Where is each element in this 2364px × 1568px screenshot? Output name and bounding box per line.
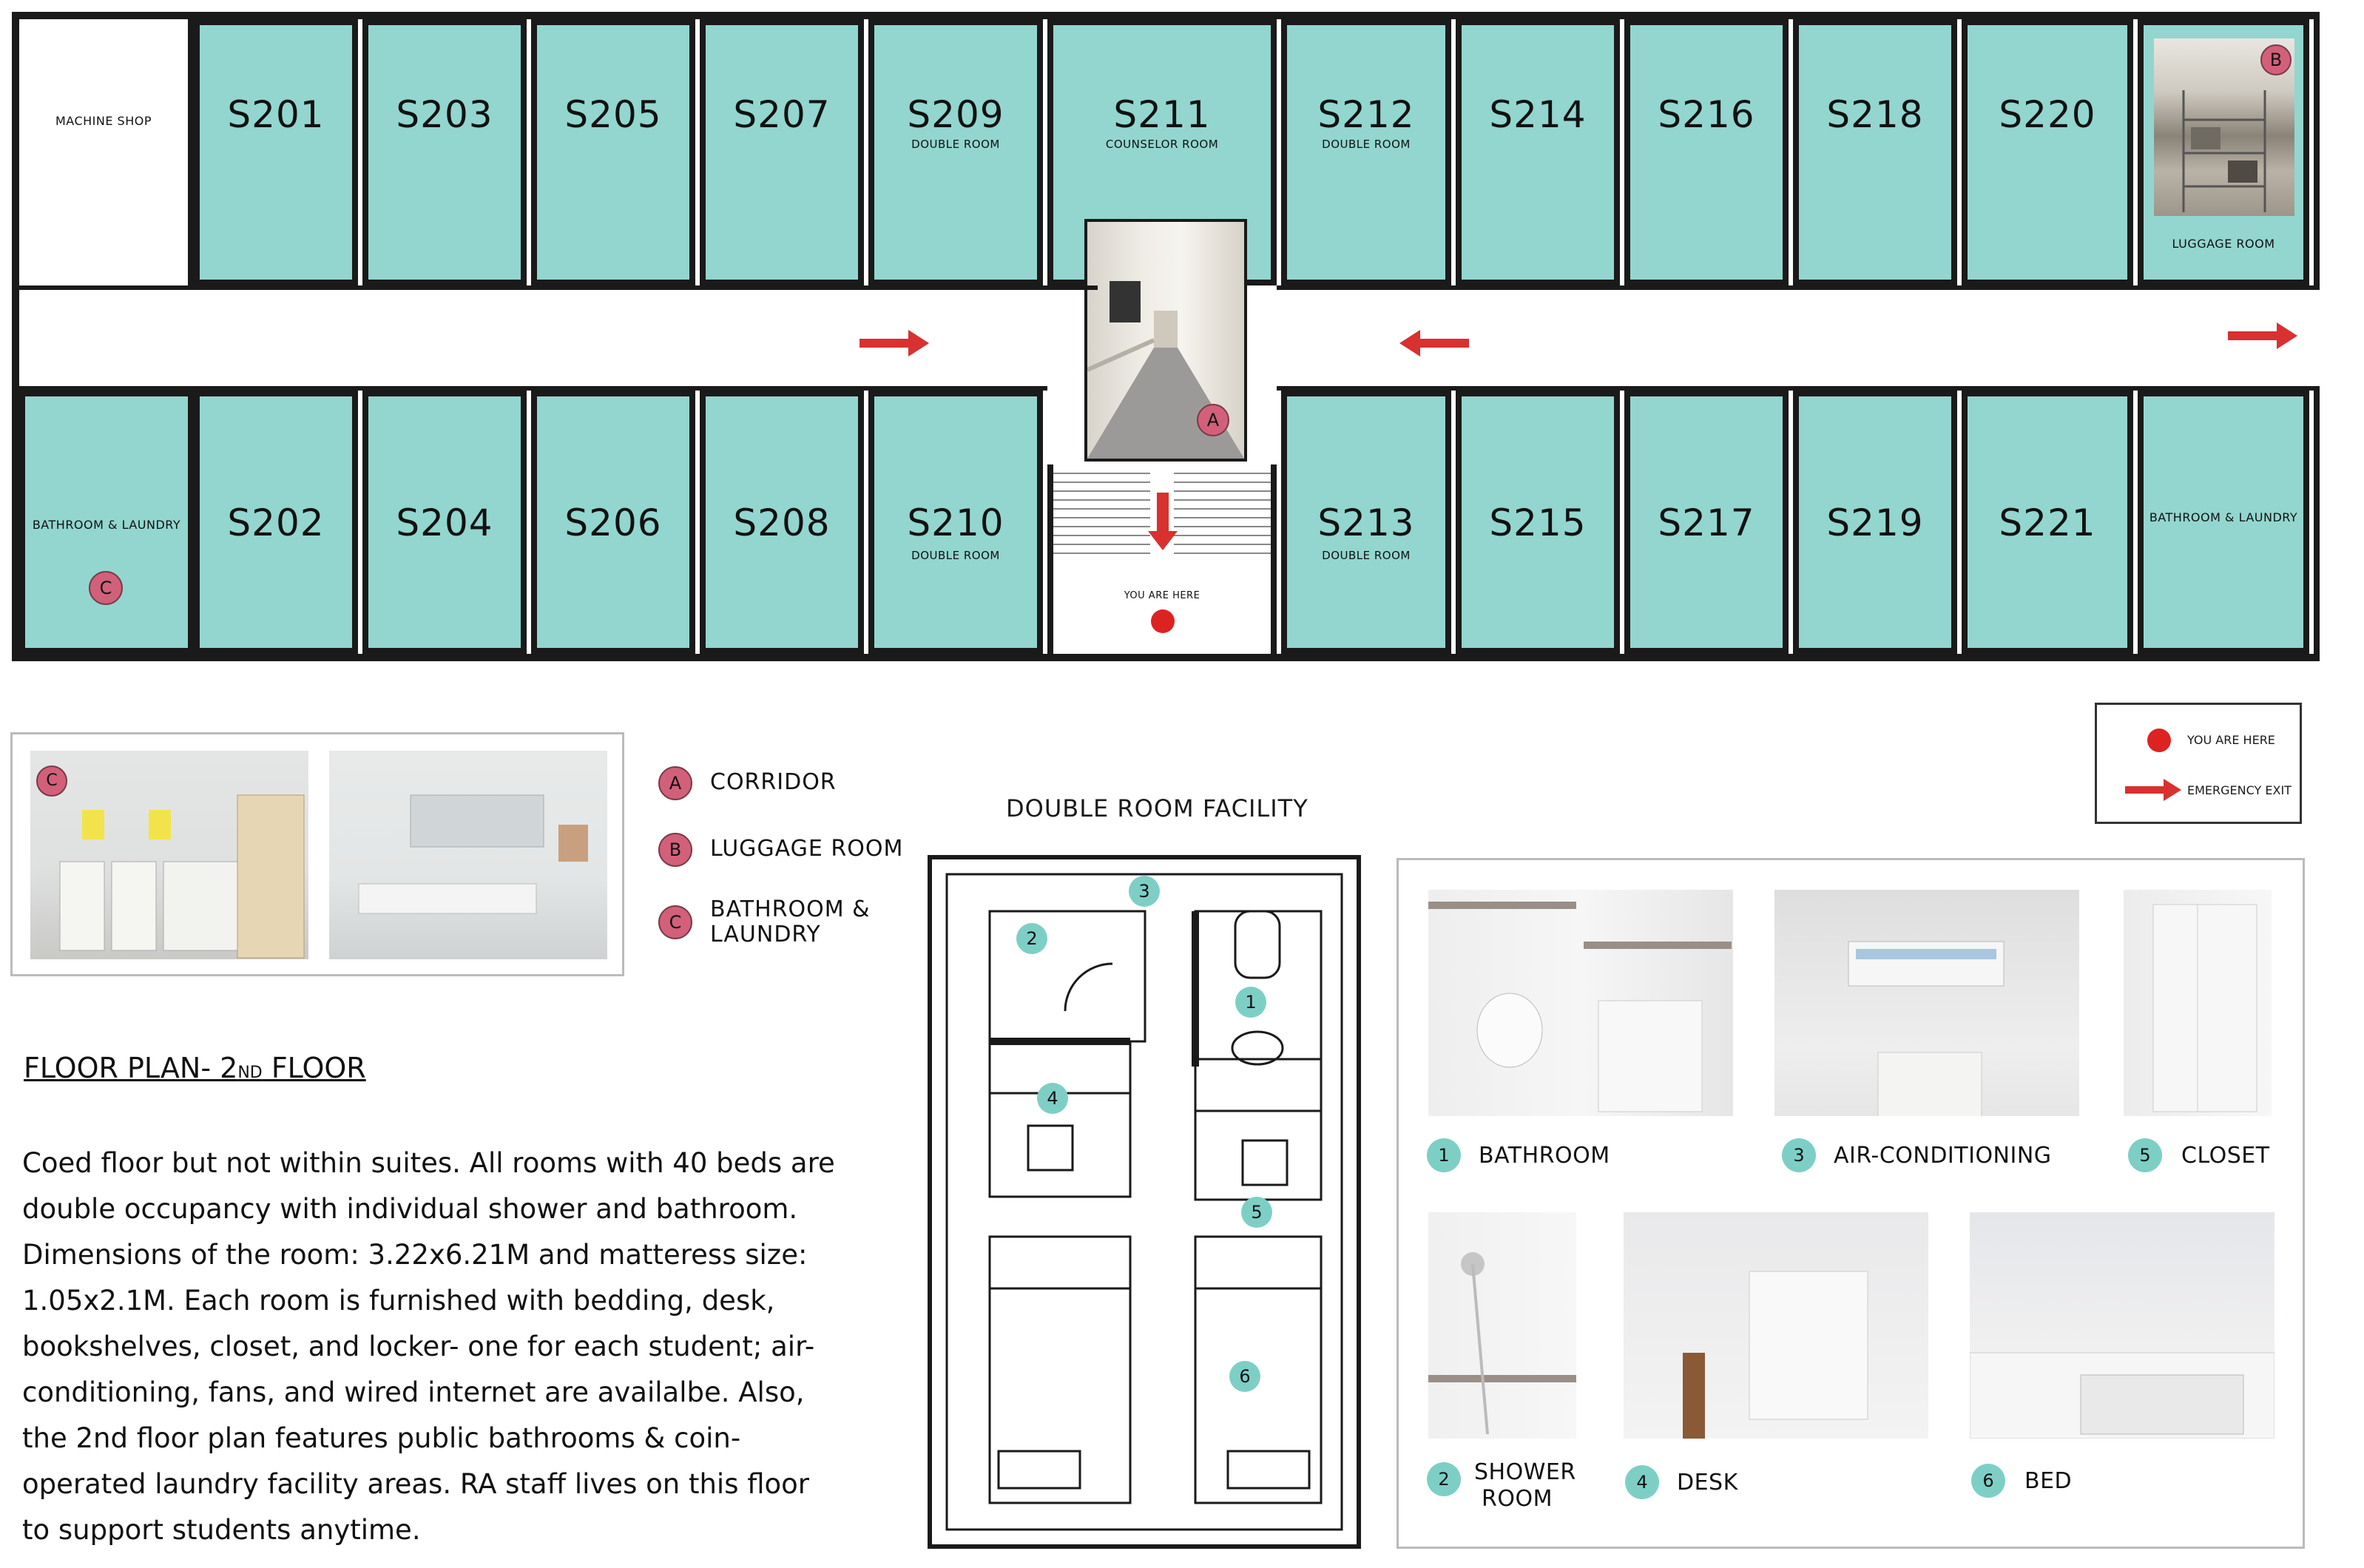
room-s201[interactable] bbox=[194, 19, 358, 285]
facility-marker-5: 5 bbox=[1241, 1197, 1272, 1228]
machine-shop bbox=[19, 19, 194, 285]
floor-plan-title bbox=[24, 1052, 366, 1084]
room-s219[interactable] bbox=[1793, 391, 1957, 654]
closet-graphic bbox=[2124, 890, 2272, 1116]
facility-ac-label: AIR-CONDITIONING bbox=[1834, 1143, 2052, 1169]
double-room-plan bbox=[928, 855, 1361, 1549]
laundry-graphic bbox=[30, 751, 308, 959]
emergency-arrow-left bbox=[1398, 328, 1469, 358]
room-number: S208 bbox=[733, 501, 831, 544]
facility-photos-panel bbox=[1397, 858, 2305, 1549]
room-s204[interactable] bbox=[362, 391, 527, 654]
floor-description: Coed floor but not within suites. All rooms with 40 beds are double occupancy with individual shower and bathroom. Dimensions of the room: 3.22x6.21M and matteress size: 1.05x2.1M. Each room is furnished with bedding, desk, bookshelves, closet, and locker- one for each student; air-conditioning, fans, and wired internet are availalbe. Also, the 2nd floor plan features public bathrooms & coin-operated laundry facility areas. RA staff lives on this floor to support students anytime. bbox=[22, 1147, 835, 1546]
legend-marker-c: C bbox=[658, 905, 692, 939]
room-number: S203 bbox=[396, 93, 493, 136]
facility-legend-6: 6 bbox=[1971, 1464, 2005, 1498]
room-number: S217 bbox=[1658, 501, 1755, 544]
legend-bathroom-laundry-2: LAUNDRY bbox=[710, 922, 821, 947]
outer-wall-right-bottom bbox=[2314, 386, 2320, 661]
luggage-room[interactable] bbox=[2138, 19, 2309, 285]
corridor-wall-upper bbox=[12, 285, 1098, 290]
marker-c-photo: C bbox=[36, 766, 67, 797]
facility-legend-5: 5 bbox=[2128, 1138, 2162, 1172]
room-number: S206 bbox=[564, 501, 662, 544]
corridor-wall-lower bbox=[12, 386, 1047, 391]
bathroom-laundry-left[interactable] bbox=[19, 391, 194, 654]
bath-laundry-left-label: BATHROOM & LAUNDRY bbox=[32, 518, 181, 532]
corridor-photo bbox=[1084, 219, 1247, 462]
room-s218[interactable] bbox=[1793, 19, 1957, 285]
facility-legend-2: 2 bbox=[1427, 1462, 1461, 1496]
room-type: DOUBLE ROOM bbox=[911, 138, 1000, 151]
facility-shower-label-1: SHOWER bbox=[1474, 1459, 1576, 1485]
facility-marker-3: 3 bbox=[1129, 876, 1160, 907]
you-are-here-dot bbox=[1151, 609, 1175, 633]
room-number: S213 bbox=[1317, 501, 1415, 544]
bathroom-photo bbox=[1428, 890, 1733, 1116]
room-s215[interactable] bbox=[1456, 391, 1620, 654]
room-s206[interactable] bbox=[531, 391, 695, 654]
room-s216[interactable] bbox=[1624, 19, 1789, 285]
ac-graphic bbox=[1774, 890, 2079, 1116]
shower-photo bbox=[1428, 1212, 1576, 1439]
room-number: S216 bbox=[1658, 93, 1755, 136]
room-s209[interactable] bbox=[868, 19, 1043, 285]
down-arrow bbox=[1146, 493, 1179, 552]
outer-wall-top bbox=[12, 12, 2320, 19]
room-number: S207 bbox=[733, 93, 831, 136]
bed-graphic bbox=[1970, 1212, 2274, 1439]
room-s221[interactable] bbox=[1962, 391, 2133, 654]
emergency-arrow-right bbox=[860, 328, 931, 358]
legend-corridor: CORRIDOR bbox=[710, 769, 837, 795]
facility-legend-4: 4 bbox=[1625, 1465, 1659, 1499]
legend-marker-b: B bbox=[658, 833, 692, 867]
laundry-photo bbox=[30, 751, 308, 959]
room-s208[interactable] bbox=[700, 391, 864, 654]
title-main: FLOOR PLAN- 2 bbox=[24, 1052, 238, 1084]
emergency-arrow-exit bbox=[2228, 321, 2299, 351]
legend-luggage-room: LUGGAGE ROOM bbox=[710, 836, 904, 862]
facility-marker-1: 1 bbox=[1235, 987, 1266, 1018]
corridor-wall-upper-right bbox=[1277, 285, 2320, 290]
desk-photo bbox=[1624, 1212, 1928, 1439]
room-number: S201 bbox=[227, 93, 325, 136]
machine-shop-label: MACHINE SHOP bbox=[55, 114, 152, 128]
facility-closet-label: CLOSET bbox=[2181, 1143, 2270, 1169]
double-room-title: DOUBLE ROOM FACILITY bbox=[1006, 794, 1308, 822]
facility-marker-6: 6 bbox=[1229, 1361, 1260, 1392]
marker-c: C bbox=[89, 571, 123, 605]
air-conditioning-photo bbox=[1774, 890, 2079, 1116]
room-number: S214 bbox=[1489, 93, 1587, 136]
room-number: S209 bbox=[907, 93, 1004, 136]
room-type: DOUBLE ROOM bbox=[911, 549, 1000, 562]
room-s205[interactable] bbox=[531, 19, 695, 285]
room-s202[interactable] bbox=[194, 391, 358, 654]
room-s210[interactable] bbox=[868, 391, 1043, 654]
room-number: S219 bbox=[1826, 501, 1924, 544]
bed-photo bbox=[1970, 1212, 2274, 1439]
legend-you-are-here: YOU ARE HERE bbox=[2187, 733, 2275, 747]
room-s220[interactable] bbox=[1962, 19, 2133, 285]
facility-legend-3: 3 bbox=[1782, 1138, 1816, 1172]
outer-wall-right-top bbox=[2314, 12, 2320, 290]
luggage-room-label: LUGGAGE ROOM bbox=[2172, 237, 2275, 251]
bathroom-photos-panel bbox=[10, 732, 624, 976]
room-s207[interactable] bbox=[700, 19, 864, 285]
marker-a: A bbox=[1197, 404, 1229, 436]
room-s213[interactable] bbox=[1281, 391, 1451, 654]
room-s217[interactable] bbox=[1624, 391, 1789, 654]
room-number: S204 bbox=[396, 501, 493, 544]
facility-desk-label: DESK bbox=[1677, 1470, 1738, 1496]
room-number: S211 bbox=[1113, 93, 1211, 136]
facility-bathroom-label: BATHROOM bbox=[1479, 1143, 1610, 1169]
shower-graphic bbox=[1428, 1212, 1576, 1439]
legend-marker-a: A bbox=[658, 766, 692, 800]
room-number: S218 bbox=[1826, 93, 1924, 136]
title-sup: ND bbox=[237, 1064, 263, 1082]
room-number: S202 bbox=[227, 501, 325, 544]
corridor-wall-lower-right bbox=[1277, 386, 2320, 391]
room-number: S215 bbox=[1489, 501, 1587, 544]
outer-wall-bottom bbox=[12, 654, 2320, 661]
room-number: S210 bbox=[907, 501, 1004, 544]
legend-emergency-exit: EMERGENCY EXIT bbox=[2187, 783, 2292, 797]
room-number: S220 bbox=[1999, 93, 2096, 136]
washroom-graphic bbox=[329, 751, 607, 959]
room-type: COUNSELOR ROOM bbox=[1105, 138, 1219, 151]
bathroom-laundry-right[interactable] bbox=[2138, 391, 2309, 654]
map-legend bbox=[2095, 703, 2302, 824]
facility-shower-label-2: ROOM bbox=[1482, 1486, 1553, 1512]
room-type: DOUBLE ROOM bbox=[1322, 549, 1411, 562]
outer-wall-left bbox=[12, 12, 19, 661]
title-tail: FLOOR bbox=[262, 1052, 366, 1084]
facility-marker-4: 4 bbox=[1037, 1083, 1068, 1114]
you-are-here-label: YOU ARE HERE bbox=[1124, 590, 1200, 601]
room-number: S212 bbox=[1317, 93, 1415, 136]
facility-bed-label: BED bbox=[2024, 1468, 2073, 1494]
bath-laundry-right-label: BATHROOM & LAUNDRY bbox=[2149, 510, 2298, 524]
washroom-photo bbox=[329, 751, 607, 959]
room-s214[interactable] bbox=[1456, 19, 1620, 285]
desk-graphic bbox=[1624, 1212, 1928, 1439]
double-room-drawing bbox=[932, 859, 1357, 1544]
marker-b: B bbox=[2260, 44, 2292, 75]
emergency-exit-arrow-legend bbox=[2125, 779, 2184, 801]
room-s212[interactable] bbox=[1281, 19, 1451, 285]
floor-plan bbox=[0, 0, 2364, 673]
facility-marker-2: 2 bbox=[1016, 923, 1047, 954]
stairwell bbox=[1047, 464, 1277, 654]
legend-bathroom-laundry-1: BATHROOM & bbox=[710, 896, 871, 922]
you-are-here-dot-legend bbox=[2147, 729, 2171, 752]
facility-legend-1: 1 bbox=[1427, 1138, 1461, 1172]
bathroom-graphic bbox=[1428, 890, 1733, 1116]
room-number: S221 bbox=[1999, 501, 2096, 544]
closet-photo bbox=[2124, 890, 2272, 1116]
room-s203[interactable] bbox=[362, 19, 527, 285]
room-number: S205 bbox=[564, 93, 662, 136]
room-type: DOUBLE ROOM bbox=[1322, 138, 1411, 151]
